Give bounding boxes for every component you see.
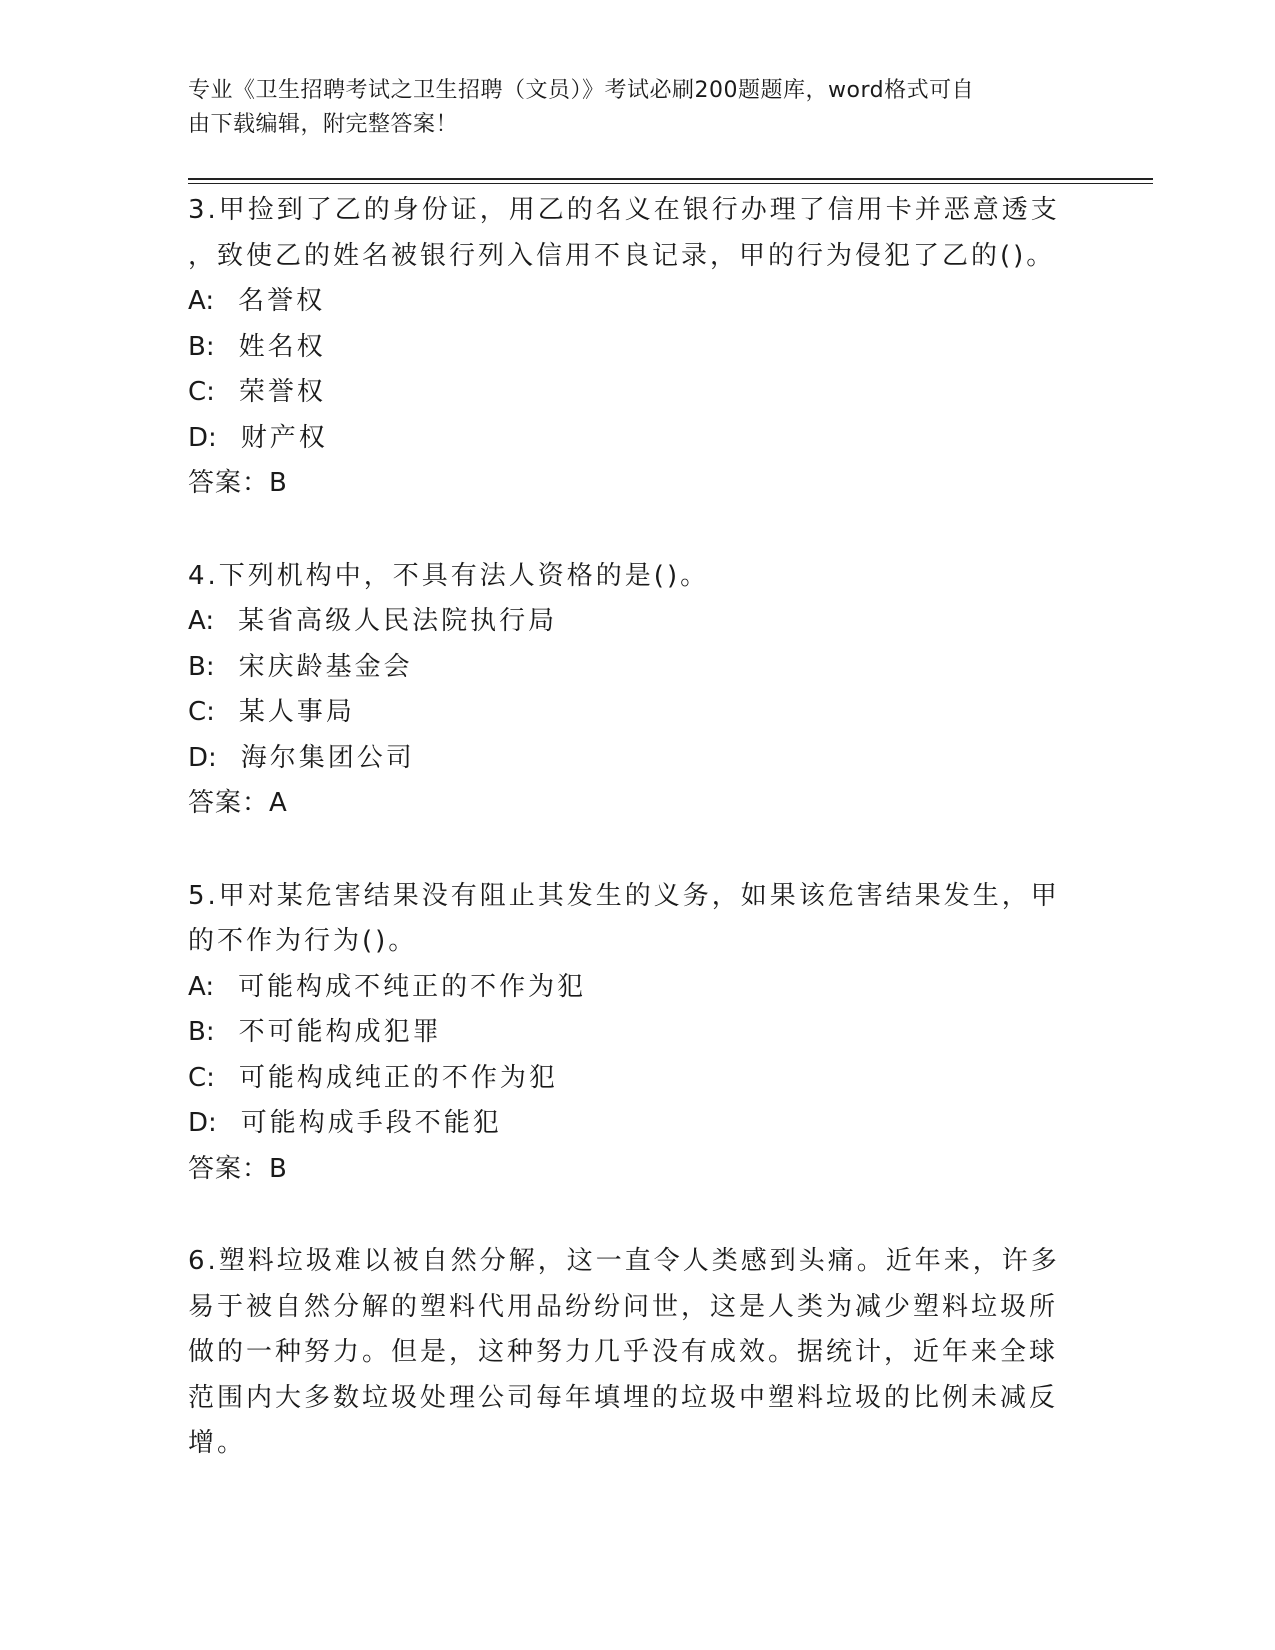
question-stem-line: 6.塑料垃圾难以被自然分解，这一直令人类感到头痛。近年来，许多 bbox=[188, 1246, 1060, 1276]
option-letter: B: bbox=[188, 651, 215, 682]
option-row bbox=[188, 690, 1068, 736]
option-text: 可能构成纯正的不作为犯 bbox=[238, 1062, 558, 1093]
option-letter: C: bbox=[188, 377, 215, 407]
option-text: 某省高级人民法院执行局 bbox=[238, 606, 558, 636]
option-letter: C: bbox=[188, 697, 215, 727]
option-letter: A: bbox=[188, 286, 215, 316]
question-stem-line: ，致使乙的姓名被银行列入信用不良记录，甲的行为侵犯了乙的()。 bbox=[188, 240, 1056, 271]
option-letter: D: bbox=[188, 422, 217, 453]
question-list bbox=[188, 188, 1068, 1467]
answer-line: 答案：B bbox=[188, 1153, 288, 1184]
option-text: 某人事局 bbox=[238, 697, 355, 727]
question-stem-line: 易于被自然分解的塑料代用品纷纷问世，这是人类为减少塑料垃圾所 bbox=[188, 1291, 1059, 1322]
document-header bbox=[188, 74, 1068, 142]
option-row bbox=[188, 416, 1068, 462]
header-line-1: 专业《卫生招聘考试之卫生招聘（文员）》考试必刷200题题库，word格式可自 bbox=[188, 78, 975, 103]
option-row bbox=[188, 965, 1068, 1011]
option-row bbox=[188, 1010, 1068, 1056]
option-letter: C: bbox=[188, 1062, 215, 1093]
question-stem-line: 的不作为行为()。 bbox=[188, 926, 418, 956]
question-stem-line: 3.甲捡到了乙的身份证，用乙的名义在银行办理了信用卡并恶意透支 bbox=[188, 195, 1060, 225]
option-text: 海尔集团公司 bbox=[240, 742, 415, 773]
option-row bbox=[188, 736, 1068, 782]
option-letter: D: bbox=[188, 742, 217, 773]
option-row bbox=[188, 645, 1068, 691]
question-stem-line: 4.下列机构中，不具有法人资格的是()。 bbox=[188, 560, 710, 591]
option-letter: A: bbox=[188, 971, 215, 1002]
option-text: 财产权 bbox=[240, 422, 328, 453]
option-row bbox=[188, 370, 1068, 416]
option-letter: B: bbox=[188, 1017, 215, 1047]
question-stem-line: 5.甲对某危害结果没有阻止其发生的义务，如果该危害结果发生，甲 bbox=[188, 880, 1060, 911]
header-divider-thin bbox=[188, 183, 1153, 184]
header-divider-thick bbox=[188, 178, 1153, 180]
option-letter: A: bbox=[188, 606, 215, 636]
option-text: 可能构成不纯正的不作为犯 bbox=[238, 971, 587, 1002]
option-text: 姓名权 bbox=[238, 331, 326, 362]
option-row bbox=[188, 279, 1068, 325]
answer-line: 答案：A bbox=[188, 788, 288, 818]
option-text: 荣誉权 bbox=[238, 377, 326, 407]
question-block bbox=[188, 188, 1068, 507]
option-text: 名誉权 bbox=[238, 286, 326, 316]
option-row bbox=[188, 599, 1068, 645]
question-block bbox=[188, 874, 1068, 1193]
question-stem-line: 做的一种努力。但是，这种努力几乎没有成效。据统计，近年来全球 bbox=[188, 1337, 1059, 1367]
header-line-2: 由下载编辑，附完整答案！ bbox=[188, 112, 459, 137]
option-letter: D: bbox=[188, 1108, 217, 1138]
option-text: 可能构成手段不能犯 bbox=[240, 1108, 502, 1138]
answer-line: 答案：B bbox=[188, 468, 288, 498]
question-block bbox=[188, 1239, 1068, 1467]
question-block bbox=[188, 554, 1068, 827]
option-row bbox=[188, 1101, 1068, 1147]
option-text: 不可能构成犯罪 bbox=[238, 1017, 442, 1047]
option-row bbox=[188, 1056, 1068, 1102]
option-text: 宋庆龄基金会 bbox=[238, 651, 413, 682]
option-letter: B: bbox=[188, 331, 215, 362]
question-stem-line: 范围内大多数垃圾处理公司每年填埋的垃圾中塑料垃圾的比例未减反 bbox=[188, 1382, 1059, 1413]
option-row bbox=[188, 325, 1068, 371]
question-stem-line: 增。 bbox=[188, 1428, 247, 1458]
